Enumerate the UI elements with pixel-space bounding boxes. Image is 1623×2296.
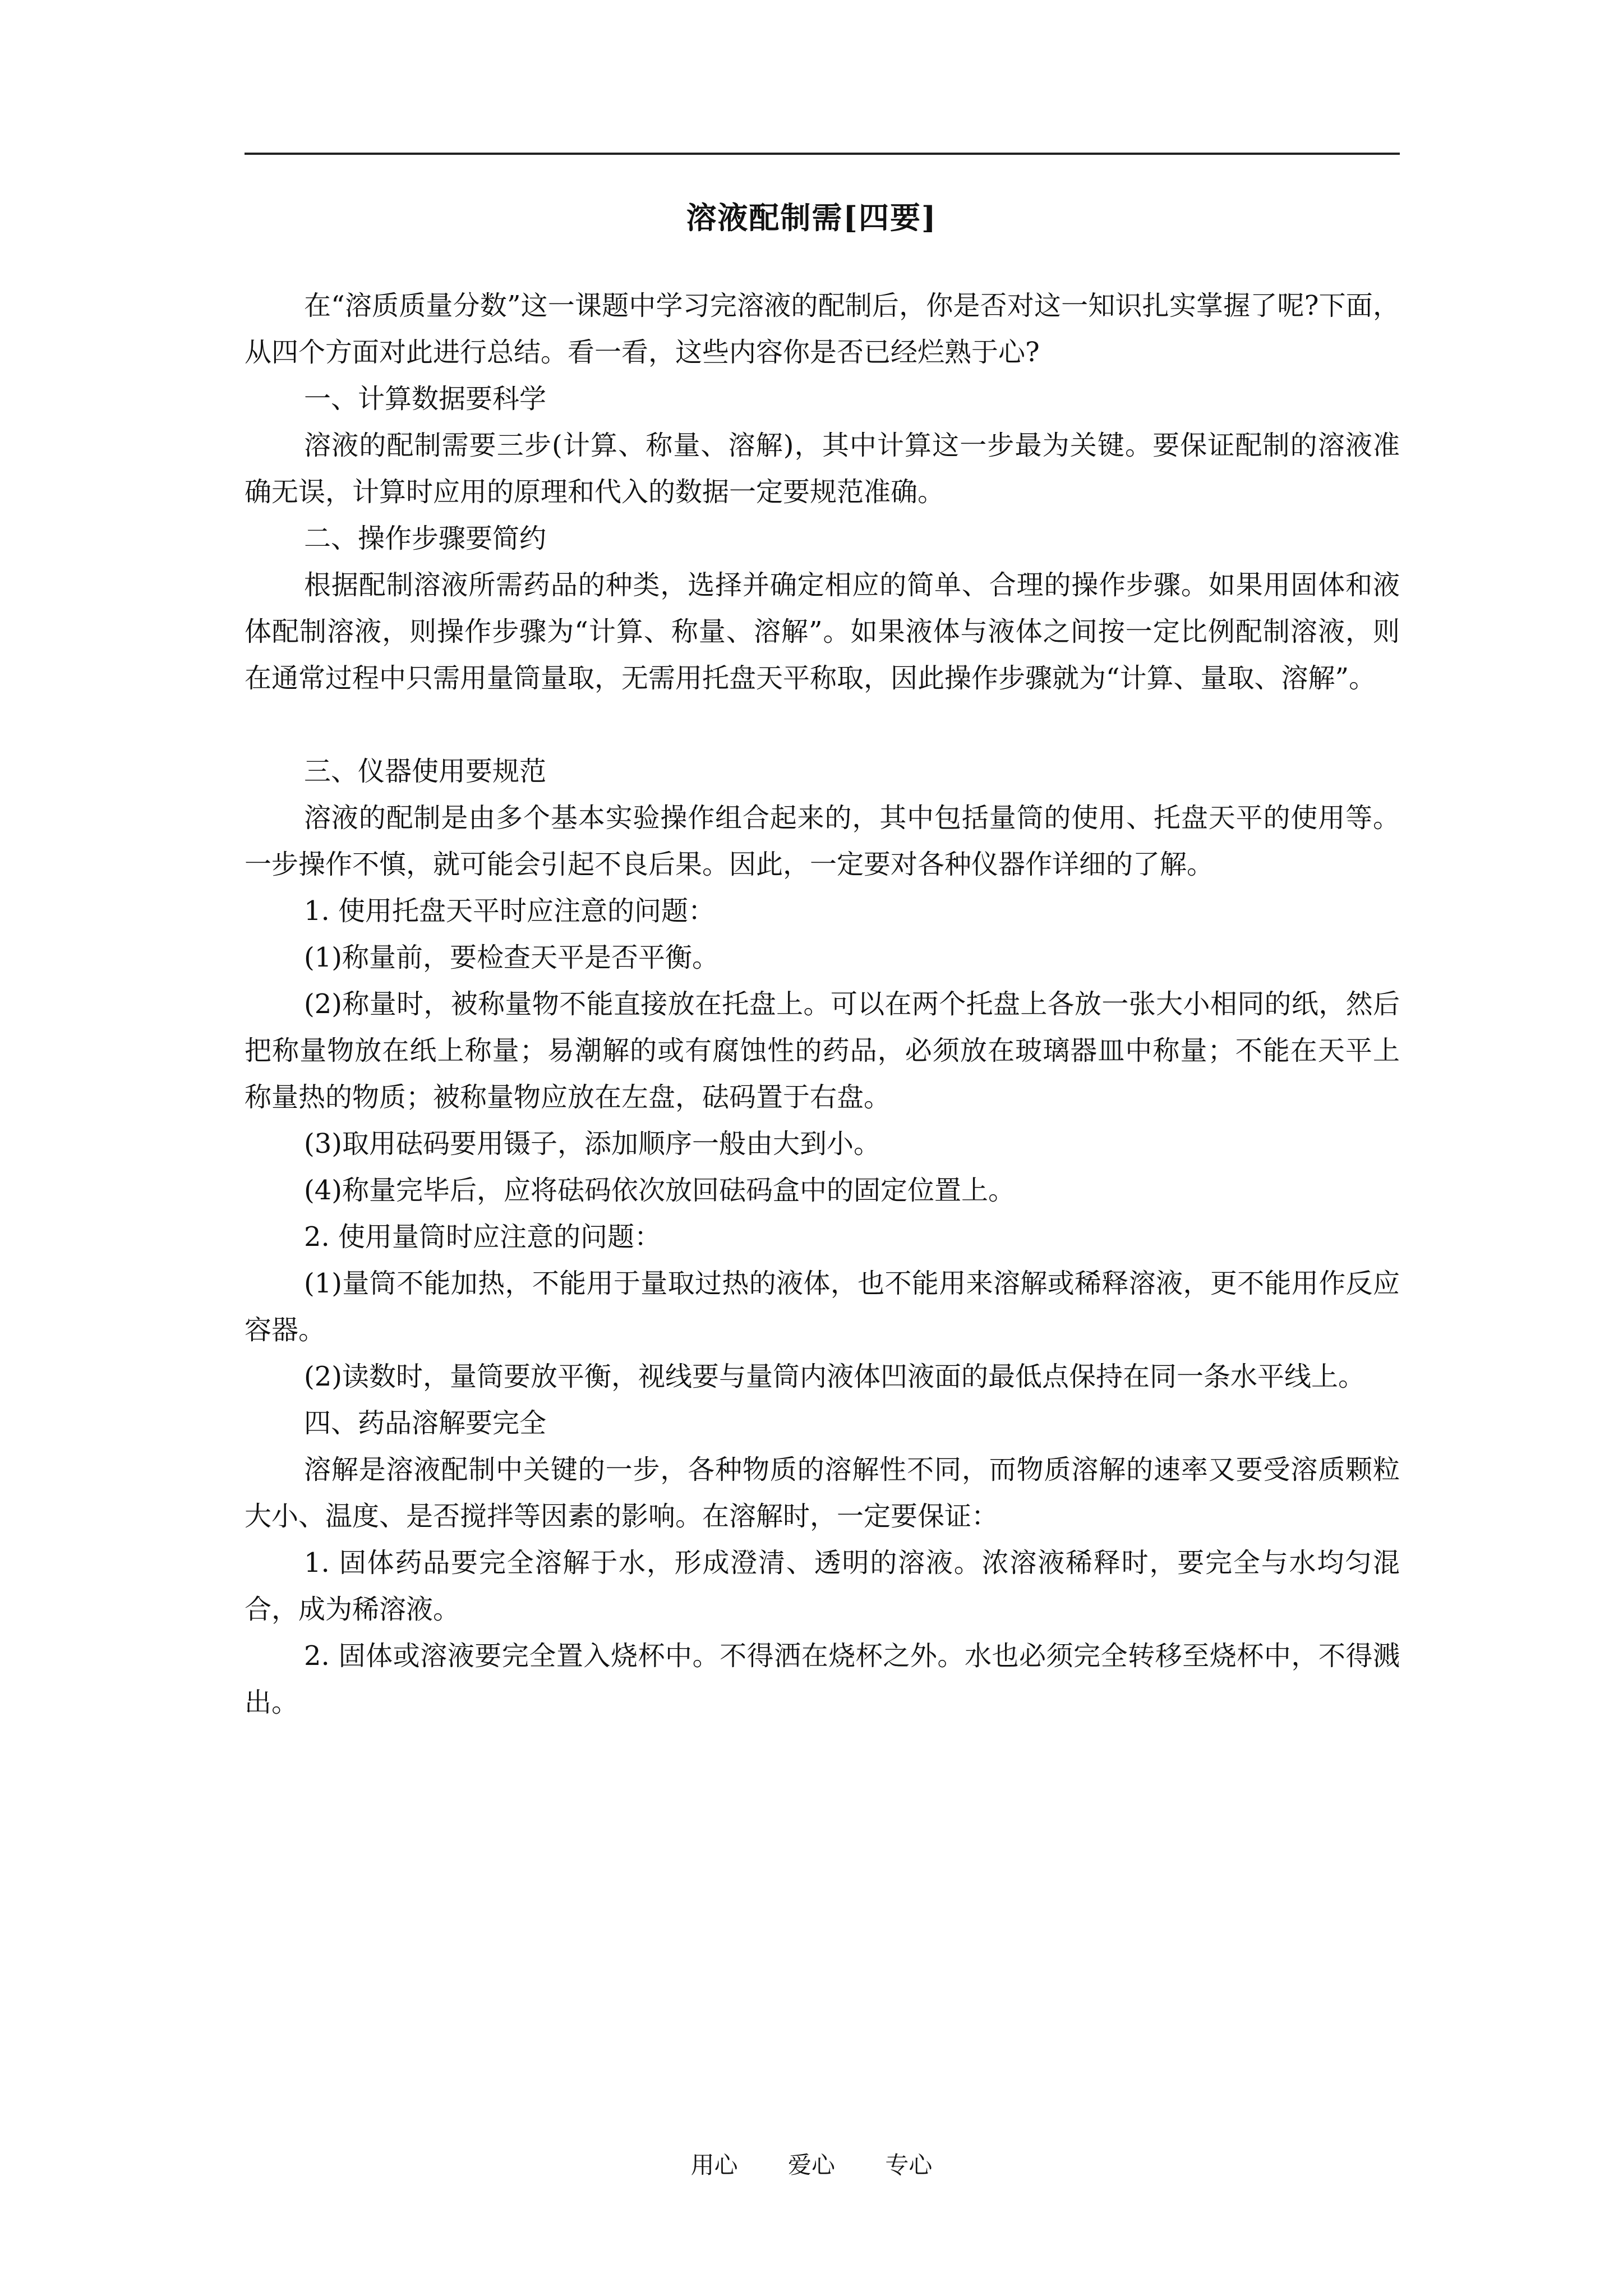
section-heading-2: 二、操作步骤要简约 (304, 523, 547, 554)
list-item: (1)量筒不能加热，不能用于量取过热的液体，也不能用来溶解或稀释溶液，更不能用作反应容器。 (245, 1268, 1400, 1346)
section-paragraph: 根据配制溶液所需药品的种类，选择并确定相应的简单、合理的操作步骤。如果用固体和液体配制溶液，则操作步骤为“计算、称量、溶解”。如果液体与液体之间按一定比例配制溶液，则在通常过程中只需用量筒量取，无需用托盘天平称取，因此操作步骤就为“计算、量取、溶解”。 (245, 569, 1400, 694)
list-heading: 2. 使用量筒时应注意的问题： (304, 1221, 662, 1253)
footer-item: 专心 (885, 2151, 933, 2179)
header-rule (245, 153, 1400, 155)
section-paragraph: 溶解是溶液配制中关键的一步，各种物质的溶解性不同，而物质溶解的速率又要受溶质颗粒大小、温度、是否搅拌等因素的影响。在溶解时，一定要保证： (245, 1454, 1400, 1532)
document-body (245, 283, 1400, 1726)
blank-line (245, 702, 1400, 748)
list-item: 1. 固体药品要完全溶解于水，形成澄清、透明的溶液。浓溶液稀释时，要完全与水均匀混合，成为稀溶液。 (245, 1547, 1400, 1625)
footer-item: 爱心 (787, 2151, 835, 2179)
list-item: (2)读数时，量筒要放平衡，视线要与量筒内液体凹液面的最低点保持在同一条水平线上。 (304, 1361, 1365, 1392)
section-heading-1: 一、计算数据要科学 (304, 383, 547, 415)
list-heading: 1. 使用托盘天平时应注意的问题： (304, 895, 716, 927)
section-heading-4: 四、药品溶解要完全 (304, 1407, 547, 1439)
list-item: (3)取用砝码要用镊子，添加顺序一般由大到小。 (304, 1128, 880, 1159)
list-item: (4)称量完毕后，应将砝码依次放回砝码盒中的固定位置上。 (304, 1175, 1015, 1206)
document-title: 溶液配制需[四要] (686, 200, 937, 236)
list-item: (2)称量时，被称量物不能直接放在托盘上。可以在两个托盘上各放一张大小相同的纸，然后把称量物放在纸上称量；易潮解的或有腐蚀性的药品，必须放在玻璃器皿中称量；不能在天平上称量热的物质；被称量物应放在左盘，砝码置于右盘。 (245, 988, 1400, 1113)
section-heading-3: 三、仪器使用要规范 (304, 756, 547, 787)
page-footer (0, 2148, 1623, 2182)
section-paragraph: 溶液的配制需要三步(计算、称量、溶解)，其中计算这一步最为关键。要保证配制的溶液准确无误，计算时应用的原理和代入的数据一定要规范准确。 (245, 430, 1400, 508)
footer-item: 用心 (690, 2151, 738, 2179)
intro-paragraph: 在“溶质质量分数”这一课题中学习完溶液的配制后，你是否对这一知识扎实掌握了呢?下面，从四个方面对此进行总结。看一看，这些内容你是否已经烂熟于心? (245, 290, 1400, 368)
list-item: (1)称量前，要检查天平是否平衡。 (304, 942, 719, 973)
section-paragraph: 溶液的配制是由多个基本实验操作组合起来的，其中包括量筒的使用、托盘天平的使用等。一步操作不慎，就可能会引起不良后果。因此，一定要对各种仪器作详细的了解。 (245, 802, 1400, 880)
list-item: 2. 固体或溶液要完全置入烧杯中。不得洒在烧杯之外。水也必须完全转移至烧杯中，不得溅出。 (245, 1640, 1400, 1718)
